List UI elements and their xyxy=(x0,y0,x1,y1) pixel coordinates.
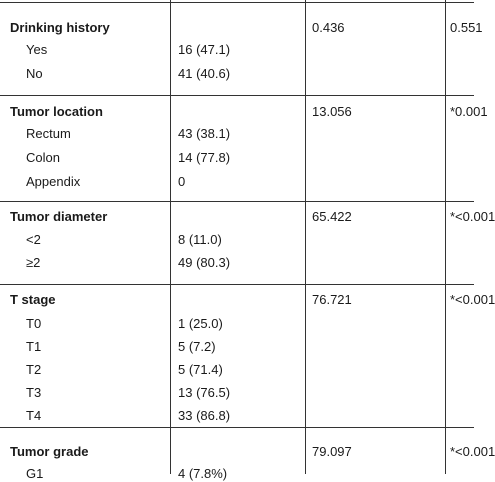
category-label: Colon xyxy=(26,150,60,165)
p-value: *<0.001 xyxy=(450,209,495,224)
column-divider xyxy=(170,0,171,474)
category-label: Yes xyxy=(26,42,48,57)
category-value: 14 (77.8) xyxy=(178,150,231,165)
test-statistic: 76.721 xyxy=(312,292,352,307)
category-value: 16 (47.1) xyxy=(178,42,231,57)
p-value: 0.551 xyxy=(450,20,483,35)
category-label: Rectum xyxy=(26,126,71,141)
category-value: 4 (7.8%) xyxy=(178,466,228,481)
section-heading: Drinking history xyxy=(10,20,110,35)
test-statistic: 65.422 xyxy=(312,209,352,224)
row-divider xyxy=(0,2,474,3)
category-label: T0 xyxy=(26,316,42,331)
column-divider xyxy=(305,0,306,474)
category-value: 1 (25.0) xyxy=(178,316,223,331)
category-label: G1 xyxy=(26,466,44,481)
category-value: 49 (80.3) xyxy=(178,255,231,270)
category-label: <2 xyxy=(26,232,41,247)
category-value: 13 (76.5) xyxy=(178,385,231,400)
test-statistic: 13.056 xyxy=(312,104,352,119)
test-statistic: 79.097 xyxy=(312,444,352,459)
category-label: T2 xyxy=(26,362,42,377)
row-divider xyxy=(0,95,474,96)
section-heading: T stage xyxy=(10,292,56,307)
category-value: 8 (11.0) xyxy=(178,232,222,247)
section-heading: Tumor location xyxy=(10,104,103,119)
section-heading: Tumor diameter xyxy=(10,209,108,224)
category-label: T1 xyxy=(26,339,42,354)
category-value: 33 (86.8) xyxy=(178,408,231,423)
p-value: *0.001 xyxy=(450,104,488,119)
category-value: 43 (38.1) xyxy=(178,126,231,141)
row-divider xyxy=(0,427,474,428)
category-label: ≥2 xyxy=(26,255,41,270)
category-value: 5 (7.2) xyxy=(178,339,216,354)
column-divider xyxy=(445,0,446,474)
category-label: No xyxy=(26,66,43,81)
row-divider xyxy=(0,284,474,285)
row-divider xyxy=(0,201,474,202)
category-label: T3 xyxy=(26,385,42,400)
section-heading: Tumor grade xyxy=(10,444,89,459)
category-value: 41 (40.6) xyxy=(178,66,231,81)
category-label: Appendix xyxy=(26,174,81,189)
p-value: *<0.001 xyxy=(450,292,495,307)
test-statistic: 0.436 xyxy=(312,20,345,35)
category-value: 5 (71.4) xyxy=(178,362,223,377)
category-label: T4 xyxy=(26,408,42,423)
p-value: *<0.001 xyxy=(450,444,495,459)
category-value: 0 xyxy=(178,174,186,189)
